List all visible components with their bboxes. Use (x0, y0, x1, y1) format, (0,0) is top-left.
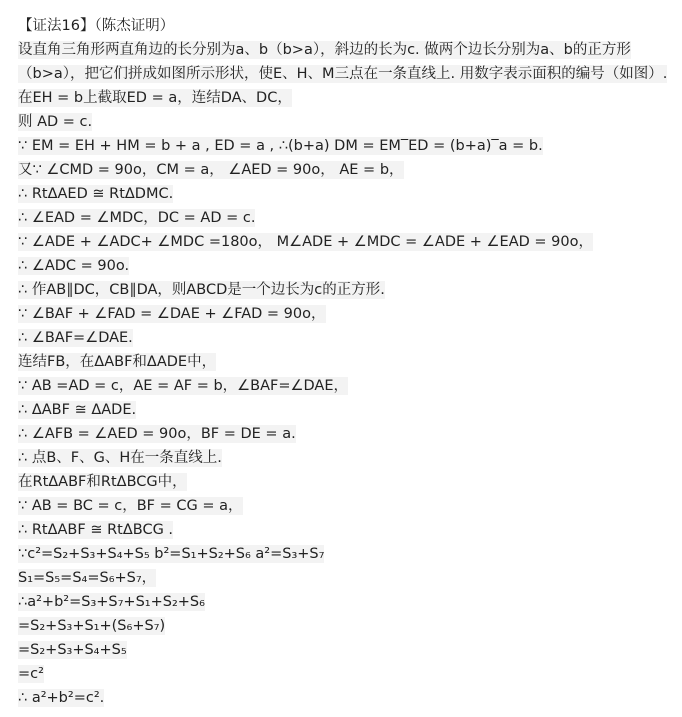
proof-line (18, 302, 676, 326)
proof-line-text: ∵c²=S₂+S₃+S₄+S₅ b²=S₁+S₂+S₆ a²=S₃+S₇ (18, 546, 325, 562)
proof-line (18, 182, 676, 206)
proof-line-text: ∴ ∠EAD = ∠MDC，DC = AD = c. (18, 210, 256, 226)
proof-line (18, 230, 676, 254)
proof-line (18, 374, 676, 398)
proof-line (18, 638, 676, 662)
proof-line (18, 278, 676, 302)
proof-line (18, 614, 676, 638)
proof-line-text: ∴ ΔABF ≅ ΔADE. (18, 402, 137, 418)
proof-line-text: ∴ ∠AFB = ∠AED = 90o，BF = DE = a. (18, 426, 296, 442)
proof-line-text: 又∵ ∠CMD = 90o，CM = a， ∠AED = 90o， AE = b， (18, 162, 404, 178)
proof-line-text: ∴ ∠BAF=∠DAE. (18, 330, 133, 346)
proof-title (18, 14, 676, 38)
proof-line-text: S₁=S₅=S₄=S₆+S₇， (18, 570, 157, 586)
proof-title-text: 【证法16】（陈杰证明） (18, 18, 175, 34)
proof-line (18, 470, 676, 494)
proof-line (18, 206, 676, 230)
proof-line-text: ∴ ∠ADC = 90o. (18, 258, 130, 274)
proof-line-text: ∴a²+b²=S₃+S₇+S₁+S₂+S₆ (18, 594, 205, 610)
proof-line (18, 590, 676, 614)
proof-line (18, 326, 676, 350)
proof-intro-text: 设直角三角形两直角边的长分别为a、b（b>a），斜边的长为c. 做两个边长分别为a、b的正方形（b>a），把它们拼成如图所示形状，使E、H、M三点在一条直线上. 用数字表示面积的编号（如图）. 在EH = b上截取ED = a，连结DA、DC， (18, 42, 668, 106)
proof-line-text: 连结FB，在ΔABF和ΔADE中， (18, 354, 217, 370)
proof-line (18, 662, 676, 686)
proof-line (18, 254, 676, 278)
proof-line-text: ∴ 点B、F、G、H在一条直线上. (18, 450, 222, 466)
proof-line-text: ∴ RtΔABF ≅ RtΔBCG . (18, 522, 174, 538)
proof-line (18, 134, 676, 158)
proof-line-text: 在RtΔABF和RtΔBCG中， (18, 474, 187, 490)
proof-line-text: =c² (18, 666, 44, 682)
proof-line-text: ∵ AB =AD = c，AE = AF = b，∠BAF=∠DAE， (18, 378, 349, 394)
proof-line (18, 494, 676, 518)
proof-line-text: 则 AD = c. (18, 114, 93, 130)
proof-line-text: ∵ ∠BAF + ∠FAD = ∠DAE + ∠FAD = 90o， (18, 306, 326, 322)
proof-intro-paragraph (18, 38, 676, 110)
proof-line-text: ∵ ∠ADE + ∠ADC+ ∠MDC =180o， M∠ADE + ∠MDC = ∠ADE + ∠EAD = 90o， (18, 234, 593, 250)
proof-line (18, 158, 676, 182)
proof-line (18, 350, 676, 374)
proof-line (18, 686, 676, 710)
proof-line (18, 110, 676, 134)
proof-line (18, 398, 676, 422)
proof-document (18, 14, 676, 710)
proof-line (18, 542, 676, 566)
proof-line (18, 422, 676, 446)
proof-line-text: ∵ EM = EH + HM = b + a , ED = a , ∴(b+a) DM = EM‾ED = (b+a)‾a = b. (18, 138, 543, 154)
proof-line-text: ∴ a²+b²=c². (18, 690, 105, 706)
proof-line (18, 446, 676, 470)
proof-line-text: =S₂+S₃+S₁+(S₆+S₇) (18, 618, 166, 634)
proof-line (18, 566, 676, 590)
proof-line (18, 518, 676, 542)
proof-line-text: ∴ RtΔAED ≅ RtΔDMC. (18, 186, 174, 202)
proof-line-text: ∵ AB = BC = c，BF = CG = a， (18, 498, 243, 514)
proof-line-text: ∴ 作AB∥DC，CB∥DA，则ABCD是一个边长为c的正方形. (18, 282, 385, 298)
proof-line-text: =S₂+S₃+S₄+S₅ (18, 642, 127, 658)
